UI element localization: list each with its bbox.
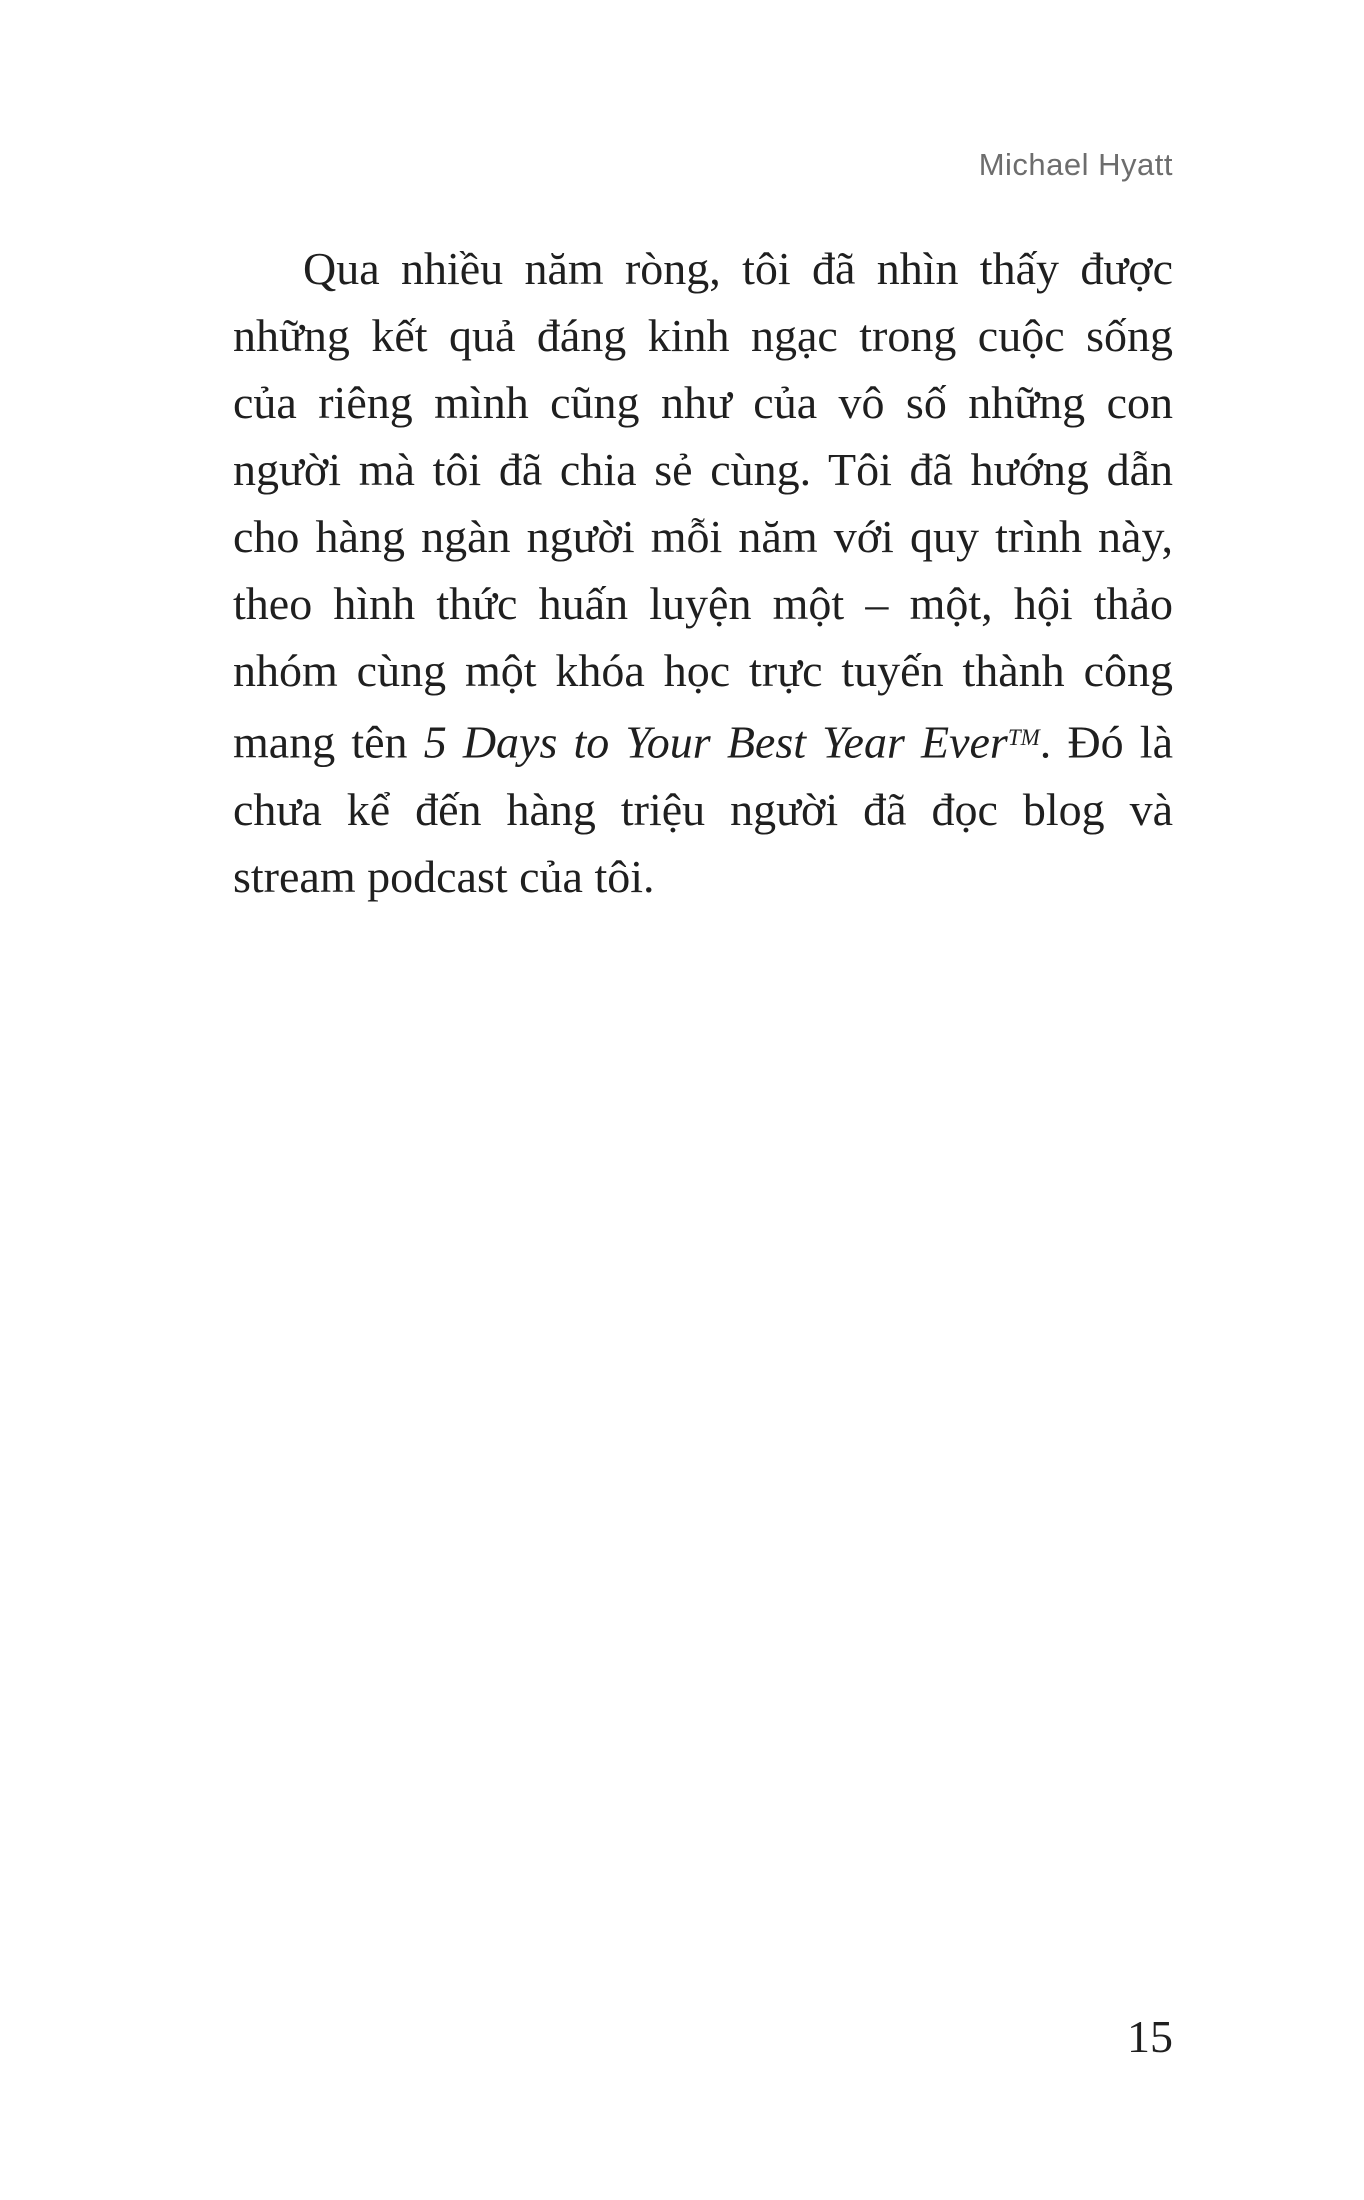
paragraph-line: Qua nhiều năm ròng, tôi đã nhìn thấy được	[303, 243, 1173, 294]
paragraph-line: nhóm cùng một khóa học trực tuyến thành công	[233, 645, 1173, 696]
line-segment-normal: . Đó là	[1039, 716, 1173, 768]
paragraph-line: stream podcast của tôi.	[233, 850, 655, 902]
body-paragraph	[233, 235, 1173, 910]
paragraph-line: những kết quả đáng kinh ngạc trong cuộc sống	[233, 310, 1173, 361]
book-title-italic: 5 Days to Your Best Year Ever	[423, 716, 1008, 768]
paragraph-line: của riêng mình cũng như của vô số những con	[233, 377, 1173, 428]
paragraph-line: theo hình thức huấn luyện một – một, hội thảo	[233, 578, 1173, 629]
paragraph-line: chưa kể đến hàng triệu người đã đọc blog và	[233, 783, 1173, 835]
paragraph-line: cho hàng ngàn người mỗi năm với quy trình này,	[233, 511, 1173, 562]
page-number: 15	[1127, 2011, 1173, 2062]
line-segment-normal: mang tên	[233, 716, 424, 768]
paragraph-line-with-book-title	[233, 704, 1173, 776]
running-header	[979, 149, 1173, 180]
trademark-superscript: TM	[1007, 725, 1040, 750]
author-name: Michael Hyatt	[978, 147, 1173, 182]
paragraph-line: người mà tôi đã chia sẻ cùng. Tôi đã hướng dẫn	[233, 444, 1173, 495]
